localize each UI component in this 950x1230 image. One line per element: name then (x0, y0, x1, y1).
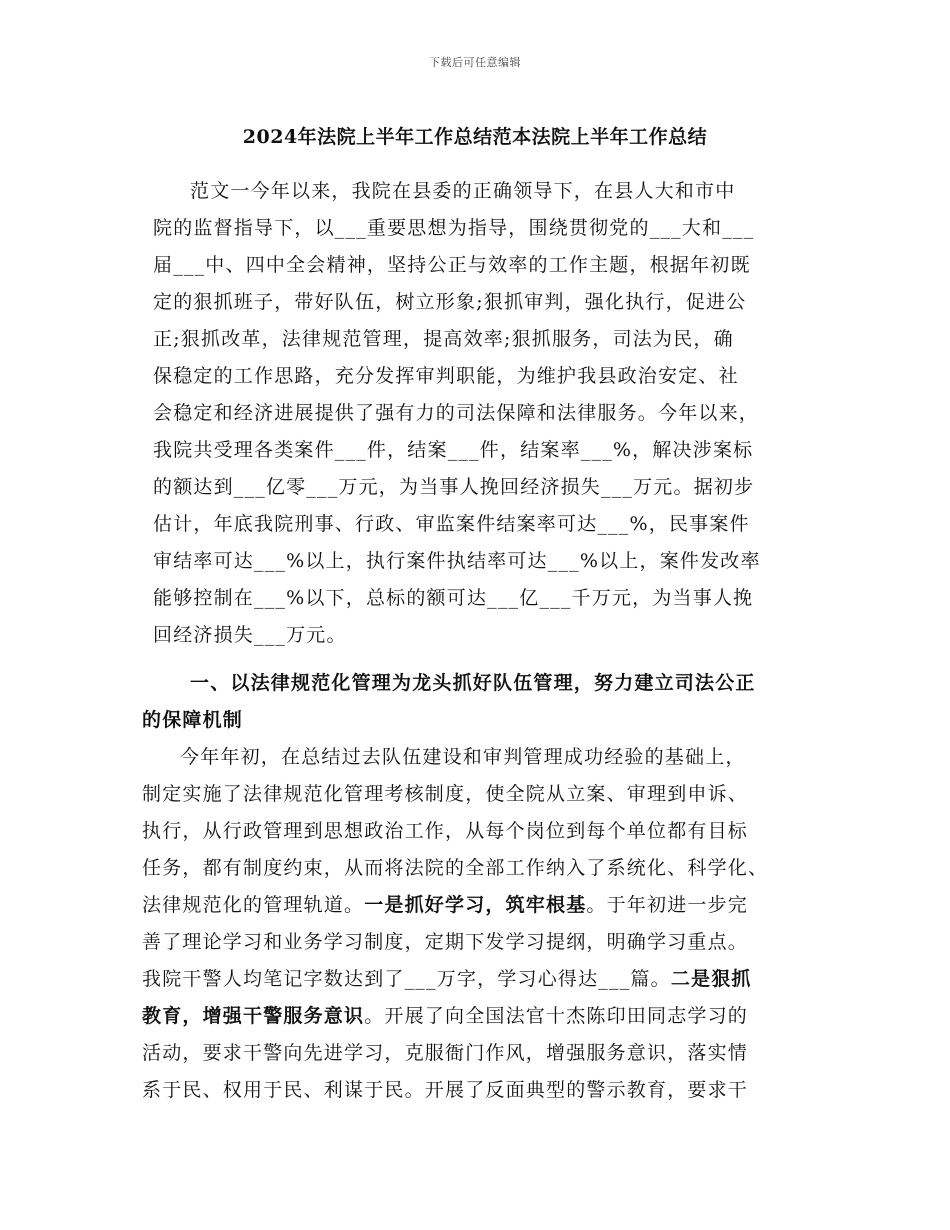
intro-line: 届___中、四中全会精神，坚持公正与效率的工作主题，根据年初既 (153, 254, 751, 276)
intro-line: 能够控制在___%以下，总标的额可达___亿___千万元，为当事人挽 (153, 587, 754, 609)
section-heading: 的保障机制 (142, 709, 244, 731)
intro-line: 我院共受理各类案件___件，结案___件，结案率___%，解决涉案标 (153, 439, 754, 461)
intro-line: 会稳定和经济进展提供了强有力的司法保障和法律服务。今年以来， (153, 402, 760, 424)
body-line (142, 890, 748, 917)
intro-line: 回经济损失___万元。 (153, 624, 347, 646)
body-line: 执行，从行政管理到思想政治工作，从每个岗位到每个单位都有目标 (142, 820, 749, 842)
document-title: 2024年法院上半年工作总结范本法院上半年工作总结 (242, 126, 708, 148)
body-line: 今年年初，在总结过去队伍建设和审判管理成功经验的基础上， (180, 746, 746, 768)
body-text: 我院干警人均笔记字数达到了___万字，学习心得达___篇。 (142, 968, 671, 990)
intro-line: 范文一今年以来，我院在县委的正确领导下，在县人大和市中 (190, 180, 736, 202)
body-text: 。于年初进一步完 (586, 894, 749, 916)
intro-line: 保稳定的工作思路，充分发挥审判职能，为维护我县政治安定、社 (153, 365, 739, 387)
emphasis-text: 教育，增强干警服务意识 (142, 1005, 365, 1027)
section-heading: 一、以法律规范化管理为龙头抓好队伍管理，努力建立司法公正 (190, 672, 756, 694)
intro-line: 的额达到___亿零___万元，为当事人挽回经济损失___万元。据初步 (153, 476, 755, 498)
body-line (142, 1001, 748, 1028)
body-line: 系于民、权用于民、利谋于民。开展了反面典型的警示教育，要求干 (142, 1079, 749, 1101)
body-line: 善了理论学习和业务学习制度，定期下发学习提纲，明确学习重点。 (142, 931, 749, 953)
body-line: 任务，都有制度约束，从而将法院的全部工作纳入了系统化、科学化、 (142, 857, 769, 879)
intro-line: 院的监督指导下，以___重要思想为指导，围绕贯彻党的___大和___ (153, 217, 755, 239)
intro-line: 正;狠抓改革，法律规范管理，提高效率;狠抓服务，司法为民，确 (153, 328, 734, 350)
intro-line: 审结率可达___%以上，执行案件执结率可达___%以上，案件发改率 (153, 550, 761, 572)
intro-line: 估计，年底我院刑事、行政、审监案件结案率可达___%，民事案件 (153, 513, 750, 535)
emphasis-text: 一是抓好学习，筑牢根基 (364, 894, 587, 916)
body-line (142, 964, 752, 991)
body-line: 活动，要求干警向先进学习，克服衙门作风，增强服务意识，落实情 (142, 1042, 749, 1064)
emphasis-text: 二是狠抓 (670, 968, 752, 990)
header-note: 下载后可任意编辑 (429, 56, 521, 69)
body-line: 制定实施了法律规范化管理考核制度，使全院从立案、审理到申诉、 (142, 783, 749, 805)
intro-line: 定的狠抓班子，带好队伍，树立形象;狠抓审判，强化执行，促进公 (153, 291, 747, 313)
body-text: 。开展了向全国法官十杰陈印田同志学习的 (364, 1005, 749, 1027)
body-text: 法律规范化的管理轨道。 (142, 894, 365, 916)
